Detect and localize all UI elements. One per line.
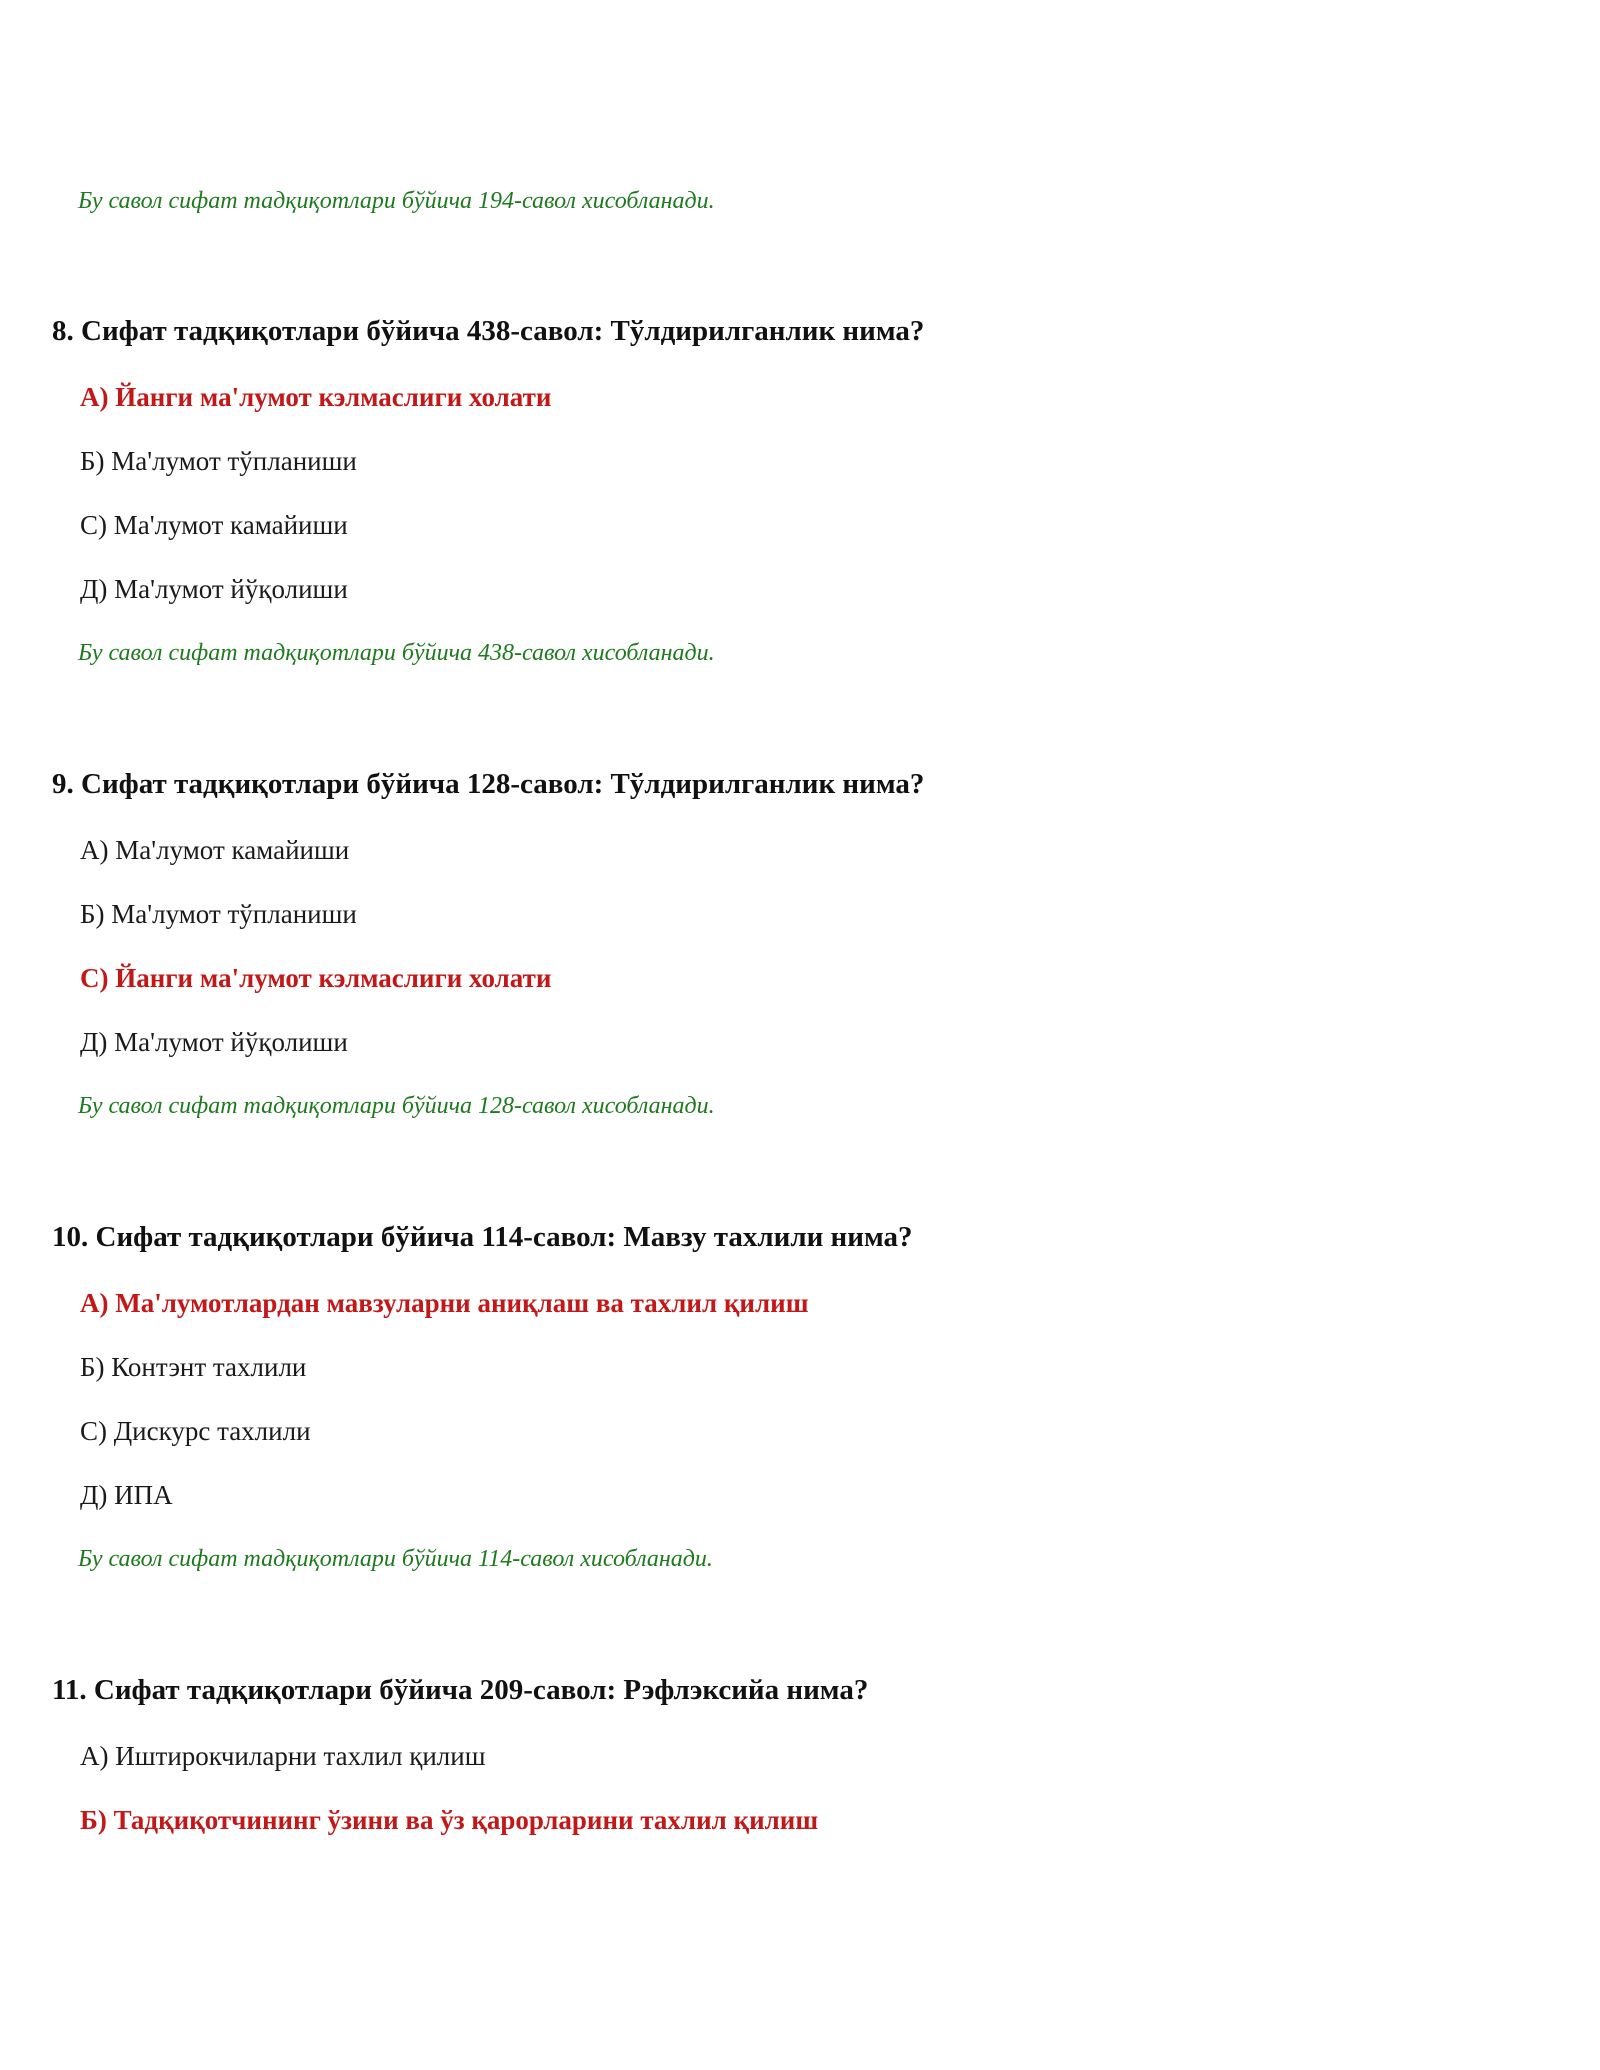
answer-option: Б) Ма'лумот тўпланиши bbox=[80, 446, 357, 476]
answer-option-correct: Б) Тадқиқотчининг ўзини ва ўз қарорларини тахлил қилиш bbox=[80, 1805, 819, 1835]
question-note: Бу савол сифат тадқиқотлари бўйича 114-савол хисобланади. bbox=[78, 1546, 713, 1572]
question-title: 10. Сифат тадқиқотлари бўйича 114-савол: Мавзу тахлили нима? bbox=[52, 1221, 913, 1253]
question-note: Бу савол сифат тадқиқотлари бўйича 194-савол хисобланади. bbox=[78, 188, 715, 214]
question-title: 11. Сифат тадқиқотлари бўйича 209-савол: Рэфлэксийа нима? bbox=[52, 1674, 869, 1706]
answer-option: A) Иштирокчиларни тахлил қилиш bbox=[80, 1741, 486, 1771]
answer-option-correct: C) Йанги ма'лумот кэлмаслиги холати bbox=[80, 963, 552, 993]
answer-option: Д) ИПА bbox=[80, 1480, 173, 1510]
question-note: Бу савол сифат тадқиқотлари бўйича 438-савол хисобланади. bbox=[78, 640, 715, 666]
answer-option: Б) Ма'лумот тўпланиши bbox=[80, 899, 357, 929]
answer-option: Б) Контэнт тахлили bbox=[80, 1352, 307, 1382]
answer-option: Д) Ма'лумот йўқолиши bbox=[80, 574, 348, 604]
answer-option-correct: A) Йанги ма'лумот кэлмаслиги холати bbox=[80, 382, 552, 412]
answer-option: A) Ма'лумот камайиши bbox=[80, 835, 350, 865]
answer-option: C) Ма'лумот камайиши bbox=[80, 510, 348, 540]
question-note: Бу савол сифат тадқиқотлари бўйича 128-савол хисобланади. bbox=[78, 1093, 715, 1119]
question-title: 8. Сифат тадқиқотлари бўйича 438-савол: Тўлдирилганлик нима? bbox=[52, 315, 925, 347]
answer-option-correct: A) Ма'лумотлардан мавзуларни аниқлаш ва тахлил қилиш bbox=[80, 1288, 809, 1318]
answer-option: Д) Ма'лумот йўқолиши bbox=[80, 1027, 348, 1057]
question-title: 9. Сифат тадқиқотлари бўйича 128-савол: Тўлдирилганлик нима? bbox=[52, 768, 925, 800]
answer-option: C) Дискурс тахлили bbox=[80, 1416, 311, 1446]
